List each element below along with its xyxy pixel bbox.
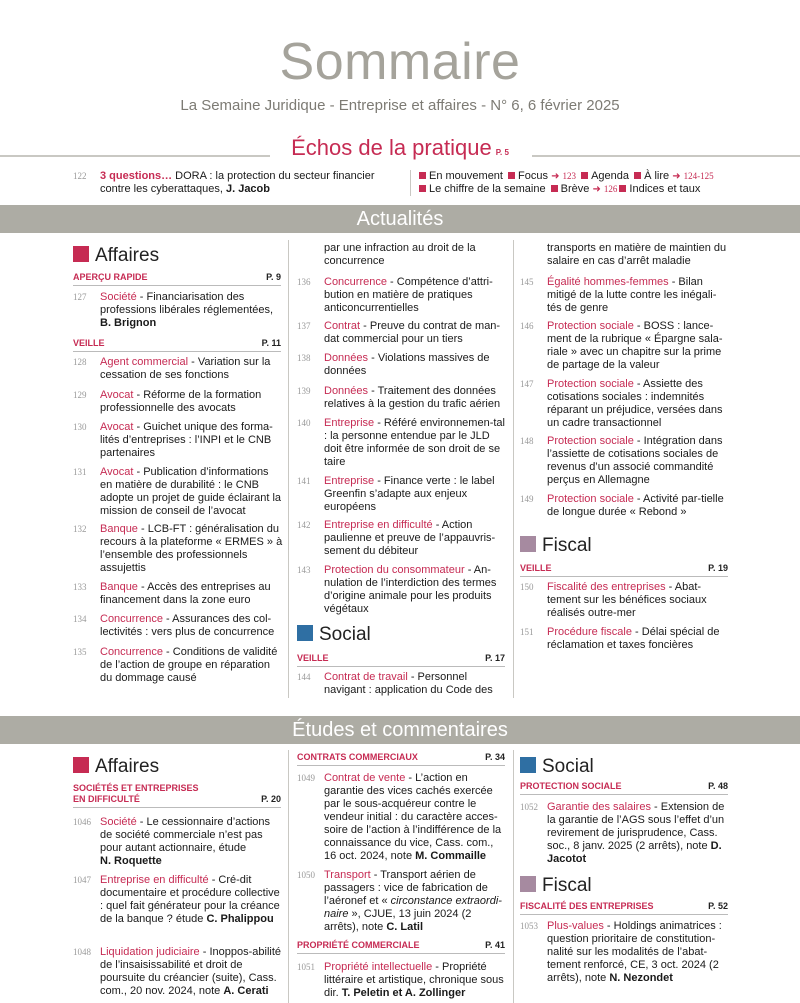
list-item[interactable]: 151 Procédure fiscale - Délai spécial de réclamation et taxes foncières bbox=[520, 626, 720, 651]
square-icon bbox=[297, 625, 313, 641]
subsection-fiscalite: FISCALITÉ DES ENTREPRISES P. 52 bbox=[520, 901, 728, 915]
list-item[interactable]: 135 Concurrence - Conditions de validité de l’action de groupe en réparation du dommage causé bbox=[73, 646, 278, 684]
list-item[interactable]: 143 Protection du consommateur - An-nulation de l’interdiction des termes d’origine animale pour les produits végétaux bbox=[297, 564, 497, 615]
list-item[interactable]: 1050 Transport - Transport aérien de passagers : vice de fabrication de l’aéronef et « circonstance extraordi-naire », CJUE, 13 juin 2024 (2 arrêts), note C. Latil bbox=[297, 869, 502, 933]
list-item-continued: transports en matière de maintien du salaire en cas d’arrêt maladie bbox=[547, 242, 727, 267]
subsection-apercu: APERÇU RAPIDE P. 9 bbox=[73, 272, 281, 286]
section-band-etudes: Études et commentaires bbox=[0, 716, 800, 744]
section-heading-fiscal: Fiscal bbox=[520, 535, 592, 557]
rubric-link[interactable]: Agenda bbox=[591, 170, 630, 182]
divider bbox=[513, 750, 514, 1003]
item-author: J. Jacob bbox=[225, 183, 270, 195]
subsection-societes: SOCIÉTÉS ET ENTREPRISES EN DIFFICULTÉ P. 20 bbox=[73, 783, 281, 808]
divider bbox=[513, 240, 514, 698]
square-icon bbox=[73, 757, 89, 773]
rubric-link[interactable]: En mouvement bbox=[429, 170, 503, 182]
list-item[interactable]: 132 Banque - LCB-FT : généralisation du recours à la plateforme « ERMES » à l’ensemble des professionnels assujettis bbox=[73, 523, 283, 574]
list-item-continued: par une infraction au droit de la concurrence bbox=[324, 242, 476, 267]
list-item[interactable]: 139 Données - Traitement des données relatives à la gestion du trafic aérien bbox=[297, 385, 501, 410]
square-icon bbox=[520, 536, 536, 552]
list-item[interactable]: 1048 Liquidation judiciaire - Inoppos-abilité de l’insaisissabilité et droit de poursuite du créancier (suite), Cass. com., 20 nov. 2024, note A. Cerati bbox=[73, 946, 282, 997]
echos-rubrics bbox=[417, 170, 797, 196]
list-item[interactable]: 145 Égalité hommes-femmes - Bilan mitigé de la lutte contre les inégali-tés de genre bbox=[520, 276, 717, 314]
list-item[interactable]: 149 Protection sociale - Activité par-tielle de longue durée « Rebond » bbox=[520, 493, 724, 518]
list-item[interactable]: 128 Agent commercial - Variation sur la cessation de ses fonctions bbox=[73, 356, 271, 381]
list-item[interactable]: 150 Fiscalité des entreprises - Abat-tement sur les bénéfices sociaux réalisés outre-mer bbox=[520, 581, 707, 619]
echos-heading[interactable] bbox=[0, 135, 800, 161]
list-item[interactable]: 1049 Contrat de vente - L’action en garantie des vices cachés exercée par le sous-acquéreur contre le vendeur initial : du caractère acces-soire de l’action à l’indifférence de la connaissance du vice, Cass. com., 16 oct. 2024, note M. Commaille bbox=[297, 772, 502, 862]
subsection-veille: VEILLE P. 19 bbox=[520, 563, 728, 577]
item-text: DORA : la protection du secteur financier contre les cyberattaques, bbox=[100, 170, 375, 195]
rubric-link[interactable]: Focus bbox=[518, 170, 549, 182]
list-item[interactable]: 146 Protection sociale - BOSS : lance-ment de la rubrique « Épargne sala-riale » avec un chapitre sur la prime de partage de la valeur bbox=[520, 320, 723, 371]
list-item[interactable]: 137 Contrat - Preuve du contrat de man-dat commercial pour un tiers bbox=[297, 320, 501, 345]
list-item[interactable]: 1046 Société - Le cessionnaire d’actions de société commerciale n’est pas pour autant actionnaire, étude N. Roquette bbox=[73, 816, 270, 867]
divider bbox=[410, 170, 411, 196]
list-item[interactable]: 140 Entreprise - Référé environnemen-tal : la personne entendue par le JLD doit être informée de son droit de se taire bbox=[297, 417, 505, 468]
list-item[interactable]: 147 Protection sociale - Assiette des cotisations sociales : indemnités réparant un préjudice, versées dans un cadre transactionnel bbox=[520, 378, 723, 429]
rubric-link[interactable]: Indices et taux bbox=[629, 183, 701, 195]
section-heading-affaires: Affaires bbox=[73, 245, 159, 267]
arrow-icon: ➜ bbox=[592, 184, 601, 195]
item-keyword: 3 questions… bbox=[100, 170, 173, 182]
rubric-link[interactable]: Brève bbox=[560, 183, 590, 195]
rubric-link[interactable]: À lire bbox=[644, 170, 670, 182]
section-heading-social: Social bbox=[297, 624, 371, 646]
subsection-contrats: CONTRATS COMMERCIAUX P. 34 bbox=[297, 752, 505, 766]
list-item[interactable]: 144 Contrat de travail - Personnel navigant : application du Code des bbox=[297, 671, 493, 696]
section-heading-affaires: Affaires bbox=[73, 756, 159, 778]
rubric-link[interactable]: Le chiffre de la semaine bbox=[429, 183, 546, 195]
section-heading-social: Social bbox=[520, 756, 594, 778]
list-item[interactable]: 1053 Plus-values - Holdings animatrices : question prioritaire de constitution-nalité sur les modalités de l’abat-tement renforcé, CE, 3 oct. 2024 (2 arrêts), note N. Nezondet bbox=[520, 920, 722, 984]
list-item[interactable]: 1052 Garantie des salaires - Extension de la garantie de l’AGS sous l’effet d’un revirement de jurisprudence, Cass. soc., 8 janv. 2025 (2 arrêts), note D. Jacotot bbox=[520, 801, 725, 865]
list-item[interactable]: 130 Avocat - Guichet unique des forma-lités d’entreprises : l’INPI et le CNB partenaires bbox=[73, 421, 273, 459]
page-ref: 126 bbox=[603, 184, 618, 194]
item-number: 122 bbox=[73, 171, 87, 181]
list-item[interactable]: 136 Concurrence - Compétence d’attri-bution en matière de pratiques anticoncurrentielles bbox=[297, 276, 493, 314]
list-item[interactable]: 133 Banque - Accès des entreprises au financement dans la zone euro bbox=[73, 581, 271, 606]
arrow-icon: ➜ bbox=[672, 171, 681, 182]
subsection-veille: VEILLE P. 11 bbox=[73, 338, 281, 352]
list-item[interactable]: 129 Avocat - Réforme de la formation professionnelle des avocats bbox=[73, 389, 262, 414]
divider bbox=[288, 240, 289, 698]
page-ref: P. 5 bbox=[495, 148, 509, 157]
list-item[interactable]: 127 Société - Financiarisation des professions libérales réglementées, B. Brignon bbox=[73, 291, 274, 329]
list-item[interactable]: 138 Données - Violations massives de données bbox=[297, 352, 490, 377]
page-title: Sommaire bbox=[279, 33, 521, 91]
square-icon bbox=[520, 876, 536, 892]
section-band-actualites: Actualités bbox=[0, 205, 800, 233]
arrow-icon: ➜ bbox=[551, 171, 560, 182]
list-item[interactable]: 1051 Propriété intellectuelle - Propriété littéraire et artistique, chronique sous dir. T. Peletin et A. Zollinger bbox=[297, 961, 504, 999]
list-item[interactable]: 134 Concurrence - Assurances des col-lectivités : vers plus de concurrence bbox=[73, 613, 275, 638]
list-item[interactable]: 1047 Entreprise en difficulté - Cré-dit documentaire et procédure collective : quel fait générateur pour la créance de la banque ? étude C. Phalippou bbox=[73, 874, 280, 925]
square-icon bbox=[73, 246, 89, 262]
list-item[interactable]: 148 Protection sociale - Intégration dans l’assiette de cotisations sociales de revenus d’un associé commandité perçus en Allemagne bbox=[520, 435, 723, 486]
subsection-propriete: PROPRIÉTÉ COMMERCIALE P. 41 bbox=[297, 940, 505, 954]
echos-title: Échos de la pratique bbox=[291, 135, 492, 160]
list-item[interactable] bbox=[73, 170, 393, 196]
subsection-protection: PROTECTION SOCIALE P. 48 bbox=[520, 781, 728, 795]
list-item[interactable]: 141 Entreprise - Finance verte : le label Greenfin s’adapte aux enjeux européens bbox=[297, 475, 495, 513]
journal-subtitle: La Semaine Juridique - Entreprise et affaires - N° 6, 6 février 2025 bbox=[180, 97, 620, 114]
subsection-veille: VEILLE P. 17 bbox=[297, 653, 505, 667]
section-heading-fiscal: Fiscal bbox=[520, 875, 592, 897]
list-item[interactable]: 131 Avocat - Publication d’informations en matière de durabilité : le CNB adopte un projet de guide éclairant la mission de conseil de l’avocat bbox=[73, 466, 282, 517]
page-ref: 124-125 bbox=[683, 171, 714, 181]
square-icon bbox=[520, 757, 536, 773]
divider bbox=[288, 750, 289, 1003]
list-item[interactable]: 142 Entreprise en difficulté - Action paulienne et preuve de l’appauvris-sement du débiteur bbox=[297, 519, 496, 557]
page-ref: 123 bbox=[562, 171, 577, 181]
